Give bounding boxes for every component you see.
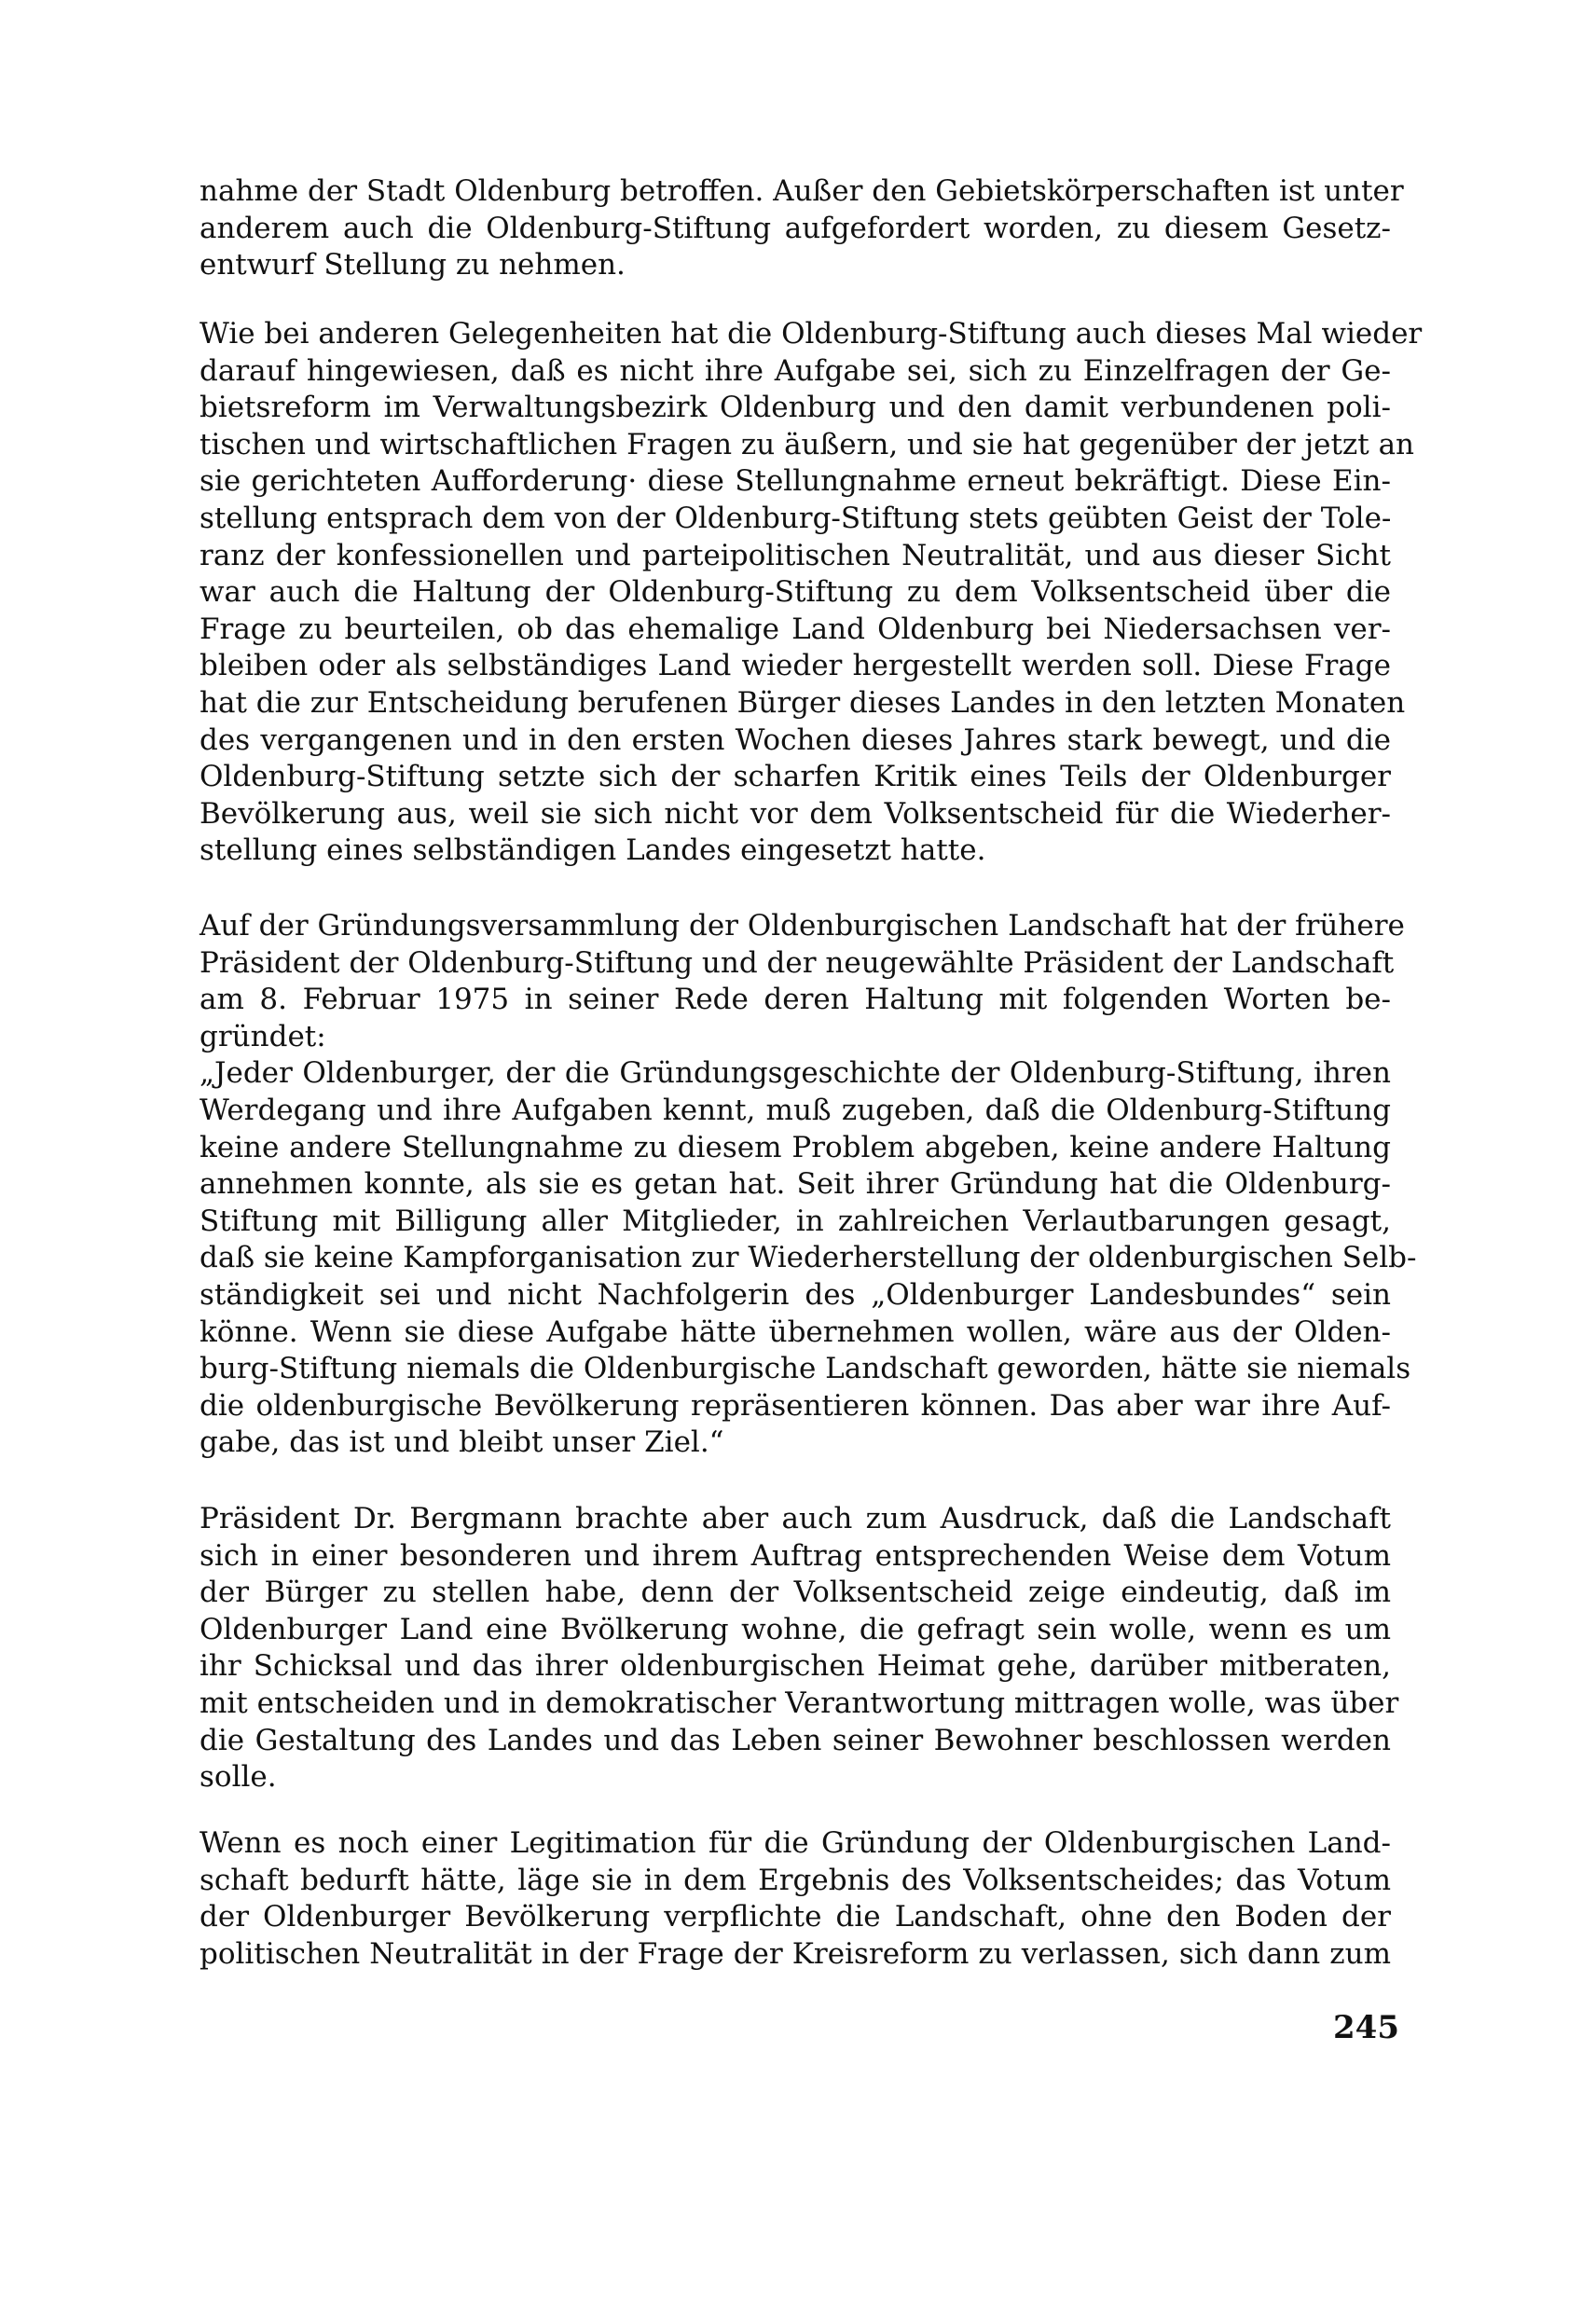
text-line: darauf hingewiesen, daß es nicht ihre Aufgabe sei, sich zu Einzelfragen der Ge- (200, 353, 1391, 388)
text-line: Auf der Gründungsversammlung der Oldenburgischen Landschaft hat der frühere (200, 909, 1405, 943)
text-line: politischen Neutralität in der Frage der Kreisreform zu verlassen, sich dann zum (200, 1936, 1391, 1971)
text-line: Frage zu beurteilen, ob das ehemalige Land Oldenburg bei Niedersachsen ver- (200, 612, 1391, 646)
text-line: burg-Stiftung niemals die Oldenburgische Landschaft geworden, hätte sie niemals (200, 1352, 1411, 1386)
text-line: der Oldenburger Bevölkerung verpflichte die Landschaft, ohne den Boden der (200, 1900, 1391, 1934)
text-line: hat die zur Entscheidung berufenen Bürger dieses Landes in den letzten Monaten (200, 685, 1406, 720)
text-line: die oldenburgische Bevölkerung repräsentieren können. Das aber war ihre Auf- (200, 1388, 1391, 1423)
text-line: Wie bei anderen Gelegenheiten hat die Oldenburg-Stiftung auch dieses Mal wieder (200, 317, 1423, 351)
paragraph (200, 316, 1423, 870)
text-line: anderem auch die Oldenburg-Stiftung aufgefordert worden, zu diesem Gesetz- (200, 211, 1391, 245)
page-number: 245 (1333, 2009, 1399, 2046)
text-line: keine andere Stellungnahme zu diesem Problem abgeben, keine andere Haltung (200, 1130, 1391, 1164)
text-line: ranz der konfessionellen und parteipolitischen Neutralität, und aus dieser Sicht (200, 538, 1391, 572)
text-line: Präsident Dr. Bergmann brachte aber auch zum Ausdruck, daß die Landschaft (200, 1502, 1391, 1535)
text-line: Werdegang und ihre Aufgaben kennt, muß zugeben, daß die Oldenburg-Stiftung (200, 1093, 1391, 1127)
text-line: bleiben oder als selbständiges Land wieder hergestellt werden soll. Diese Frage (200, 649, 1391, 683)
text-line: ständigkeit sei und nicht Nachfolgerin des „Oldenburger Landesbundes“ sein (200, 1277, 1391, 1312)
text-line: solle. (200, 1760, 277, 1795)
text-line: die Gestaltung des Landes und das Leben seiner Bewohner beschlossen werden (200, 1723, 1391, 1757)
text-line: tischen und wirtschaftlichen Fragen zu äußern, und sie hat gegenüber der jetzt an (200, 427, 1415, 461)
text-line: war auch die Haltung der Oldenburg-Stiftung zu dem Volksentscheid über die (200, 575, 1391, 610)
text-line: daß sie keine Kampforganisation zur Wiederherstellung der oldenburgischen Selb- (200, 1241, 1417, 1275)
text-line: mit entscheiden und in demokratischer Verantwortung mittragen wolle, was über (200, 1686, 1399, 1720)
text-line: Oldenburg-Stiftung setzte sich der scharfen Kritik eines Teils der Oldenburger (200, 760, 1391, 794)
text-line: ihr Schicksal und das ihrer oldenburgischen Heimat gehe, darüber mitberaten, (200, 1649, 1391, 1684)
text-line: „Jeder Oldenburger, der die Gründungsgeschichte der Oldenburg-Stiftung, ihren (200, 1056, 1391, 1091)
text-line: gründet: (200, 1019, 326, 1053)
text-line: gabe, das ist und bleibt unser Ziel.“ (200, 1425, 724, 1460)
text-line: stellung entsprach dem von der Oldenburg-Stiftung stets geübten Geist der Tole- (200, 501, 1392, 535)
paragraph (200, 1501, 1399, 1796)
paragraph (200, 1825, 1391, 1973)
text-line: Bevölkerung aus, weil sie sich nicht vor dem Volksentscheid für die Wiederher- (200, 796, 1391, 831)
text-line: nahme der Stadt Oldenburg betroffen. Außer den Gebietskörperschaften ist unter (200, 174, 1404, 208)
text-line: Präsident der Oldenburg-Stiftung und der neugewählte Präsident der Landschaft (200, 945, 1395, 980)
text-line: der Bürger zu stellen habe, denn der Volksentscheid zeige eindeutig, daß im (200, 1576, 1391, 1610)
text-line: am 8. Februar 1975 in seiner Rede deren Haltung mit folgenden Worten be- (200, 983, 1391, 1017)
paragraph (200, 173, 1404, 284)
text-line: Oldenburger Land eine Bvölkerung wohne, die gefragt sein wolle, wenn es um (200, 1612, 1391, 1646)
text-line: sie gerichteten Aufforderung· diese Stellungnahme erneut bekräftigt. Diese Ein- (200, 464, 1391, 499)
text-line: Stiftung mit Billigung aller Mitglieder, in zahlreichen Verlautbarungen gesagt, (200, 1204, 1391, 1238)
text-line: entwurf Stellung zu nehmen. (200, 248, 626, 282)
text-line: sich in einer besonderen und ihrem Auftrag entsprechenden Weise dem Votum (200, 1538, 1391, 1573)
paragraph (200, 908, 1417, 1462)
text-line: könne. Wenn sie diese Aufgabe hätte übernehmen wollen, wäre aus der Olden- (200, 1314, 1391, 1349)
text-line: schaft bedurft hätte, läge sie in dem Ergebnis des Volksentscheides; das Votum (200, 1863, 1391, 1897)
text-line: des vergangenen und in den ersten Wochen dieses Jahres stark bewegt, und die (200, 722, 1391, 757)
text-line: annehmen konnte, als sie es getan hat. Seit ihrer Gründung hat die Oldenburg- (200, 1167, 1391, 1202)
text-line: stellung eines selbständigen Landes eingesetzt hatte. (200, 833, 986, 868)
text-line: bietsreform im Verwaltungsbezirk Oldenburg und den damit verbundenen poli- (200, 391, 1391, 425)
text-line: Wenn es noch einer Legitimation für die Gründung der Oldenburgischen Land- (200, 1826, 1391, 1860)
